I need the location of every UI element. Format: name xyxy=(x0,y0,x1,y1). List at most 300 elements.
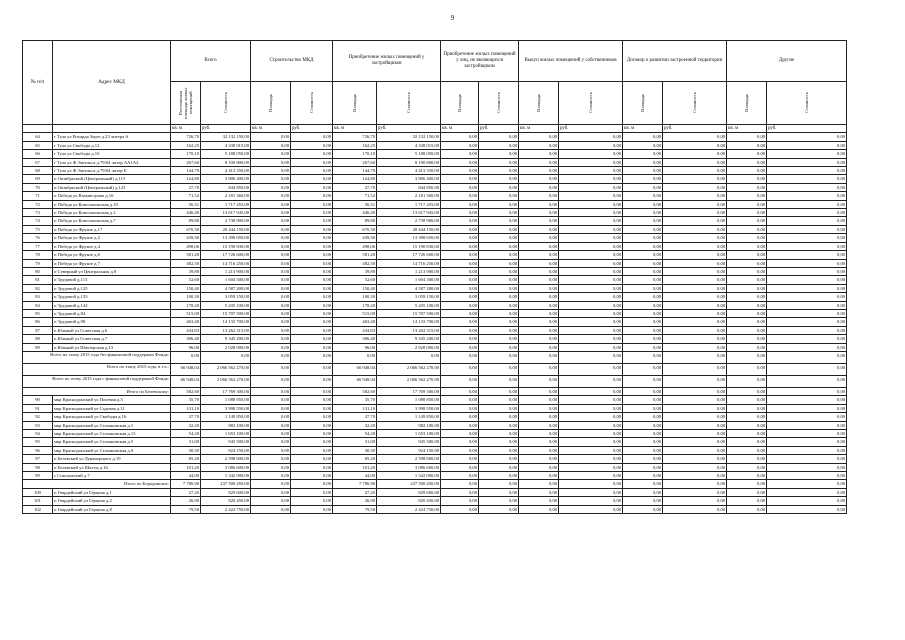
construction-cost: 0,00 xyxy=(291,175,333,183)
buyout-cost: 0,00 xyxy=(559,141,623,149)
developer-area: 0,00 xyxy=(333,351,377,363)
other-cost: 0,00 xyxy=(767,472,847,480)
summary-row-with-support xyxy=(23,375,847,387)
table-row xyxy=(23,455,847,463)
buyout-area: 0,00 xyxy=(519,326,559,334)
row-number: 93 xyxy=(23,421,53,429)
group-header-other: Другие xyxy=(727,41,847,82)
construction-area: 0,00 xyxy=(251,326,291,334)
non-developer-cost: 0,00 xyxy=(479,463,519,471)
row-address: г Тула ул Ф.Энгельса д.79/64 литер АА1А2 xyxy=(53,158,171,166)
non-developer-area: 0,00 xyxy=(441,309,479,317)
zero-cell: 0,00 xyxy=(623,351,663,363)
table-row xyxy=(23,158,847,166)
non-developer-cost: 0,00 xyxy=(479,293,519,301)
construction-area: 0,00 xyxy=(251,396,291,404)
other-area: 0,00 xyxy=(727,488,767,496)
territory-cost: 0,00 xyxy=(663,488,727,496)
territory-cost: 0,00 xyxy=(663,326,727,334)
other-area: 0,00 xyxy=(727,430,767,438)
buyout-area: 0,00 xyxy=(519,267,559,275)
row-number: 65 xyxy=(23,141,53,149)
territory-cost: 0,00 xyxy=(663,225,727,233)
construction-area: 0,00 xyxy=(251,200,291,208)
territory-area: 0,00 xyxy=(623,472,663,480)
developer-cost: 3 806 400,00 xyxy=(377,175,441,183)
buyout-cost: 0,00 xyxy=(559,217,623,225)
total-cost: 1 088 850,00 xyxy=(201,396,251,404)
non-developer-cost: 0,00 xyxy=(479,225,519,233)
non-developer-cost: 0,00 xyxy=(479,421,519,429)
other-area: 0,00 xyxy=(727,183,767,191)
total-area: 434,83 xyxy=(171,326,201,334)
buyout-cost: 0,00 xyxy=(559,488,623,496)
total-cost: 3 086 600,00 xyxy=(201,463,251,471)
total-cost: 1 213 900,00 xyxy=(201,267,251,275)
non-developer-cost: 0,00 xyxy=(479,326,519,334)
row-number: 102 xyxy=(23,505,53,513)
buyout-area: 0,00 xyxy=(519,183,559,191)
other-cost: 0,00 xyxy=(767,446,847,454)
territory-area: 0,00 xyxy=(623,497,663,505)
territory-cost: 0,00 xyxy=(663,293,727,301)
other-area: 0,00 xyxy=(727,404,767,412)
table-row xyxy=(23,284,847,292)
non-developer-area: 0,00 xyxy=(441,259,479,267)
construction-cost: 0,00 xyxy=(291,141,333,149)
developer-cost: 3 059 150,00 xyxy=(377,293,441,301)
buyout-area: 0,00 xyxy=(519,133,559,141)
other-area: 0,00 xyxy=(727,175,767,183)
table-row xyxy=(23,217,847,225)
buyout-area: 0,00 xyxy=(519,225,559,233)
developer-area: 35,70 xyxy=(333,396,377,404)
non-developer-area: 0,00 xyxy=(441,225,479,233)
territory-area: 0,00 xyxy=(623,421,663,429)
non-developer-area: 0,00 xyxy=(441,301,479,309)
non-developer-cost: 0,00 xyxy=(479,234,519,242)
territory-area: 0,00 xyxy=(623,175,663,183)
row-address: п Трудовой д.98 xyxy=(53,318,171,326)
total-area: 439,30 xyxy=(171,234,201,242)
total-area: 101,20 xyxy=(171,463,201,471)
construction-cost: 0,00 xyxy=(291,463,333,471)
non-developer-cost: 0,00 xyxy=(479,259,519,267)
total-cost: 3 998 550,00 xyxy=(201,404,251,412)
developer-area: 30,30 xyxy=(333,446,377,454)
territory-cost: 0,00 xyxy=(663,183,727,191)
buyout-cost: 0,00 xyxy=(559,192,623,200)
other-area: 0,00 xyxy=(727,505,767,513)
construction-area: 0,00 xyxy=(251,343,291,351)
buyout-cost: 0,00 xyxy=(559,251,623,259)
territory-area: 0,00 xyxy=(623,225,663,233)
developer-cost: 8 100 800,00 xyxy=(377,158,441,166)
total-area: 79,50 xyxy=(171,505,201,513)
total-cost: 844 850,00 xyxy=(201,183,251,191)
developer-cost: 9 345 200,00 xyxy=(377,335,441,343)
developer-cost: 844 850,00 xyxy=(377,183,441,191)
developer-area: 150,40 xyxy=(333,284,377,292)
row-address: п Победа ул Фрунзе д.17 xyxy=(53,225,171,233)
non-developer-area: 0,00 xyxy=(441,404,479,412)
territory-cost: 0,00 xyxy=(663,234,727,242)
non-developer-cost: 0,00 xyxy=(479,413,519,421)
buyout-area: 0,00 xyxy=(519,343,559,351)
table-row xyxy=(23,430,847,438)
total-cost: 15 707 500,00 xyxy=(201,309,251,317)
developer-cost: 4 587 200,00 xyxy=(377,284,441,292)
other-area: 0,00 xyxy=(727,421,767,429)
buyout-area: 0,00 xyxy=(519,234,559,242)
table-row xyxy=(23,251,847,259)
other-cost: 0,00 xyxy=(767,158,847,166)
row-number: 101 xyxy=(23,497,53,505)
developer-area: 89,80 xyxy=(333,217,377,225)
unit-cell: руб. xyxy=(201,125,251,133)
developer-area: 178,20 xyxy=(333,301,377,309)
developer-cost: 15 707 500,00 xyxy=(377,309,441,317)
territory-area: 0,00 xyxy=(623,209,663,217)
table-row xyxy=(23,335,847,343)
non-developer-cost: 0,00 xyxy=(479,438,519,446)
group-header-total: Всего xyxy=(171,41,251,82)
summary-label: Итого по Бородинское: xyxy=(23,480,171,488)
row-address: мкр Краснодонский ул Стахановская д.9 xyxy=(53,446,171,454)
zero-cell: 0,00 xyxy=(519,480,559,488)
territory-cost: 0,00 xyxy=(663,421,727,429)
buyout-cost: 0,00 xyxy=(559,200,623,208)
non-developer-cost: 0,00 xyxy=(479,505,519,513)
zero-cell: 0,00 xyxy=(663,363,727,375)
total-area: 162,25 xyxy=(171,141,201,149)
non-developer-area: 0,00 xyxy=(441,488,479,496)
zero-cell: 0,00 xyxy=(519,363,559,375)
territory-cost: 0,00 xyxy=(663,217,727,225)
construction-cost: 0,00 xyxy=(291,309,333,317)
table-row xyxy=(23,133,847,141)
developer-cost: 982 100,00 xyxy=(377,421,441,429)
non-developer-area: 0,00 xyxy=(441,141,479,149)
other-cost: 0,00 xyxy=(767,251,847,259)
table-row xyxy=(23,446,847,454)
developer-area: 439,30 xyxy=(333,234,377,242)
non-developer-area: 0,00 xyxy=(441,421,479,429)
row-address: п Победа ул Комсомольская д.10 xyxy=(53,200,171,208)
total-area: 52,60 xyxy=(171,276,201,284)
subheader-cost: Стоимость xyxy=(767,82,847,125)
table-row xyxy=(23,209,847,217)
other-cost: 0,00 xyxy=(767,505,847,513)
other-cost: 0,00 xyxy=(767,259,847,267)
unit-cell: руб. xyxy=(663,125,727,133)
other-area: 0,00 xyxy=(727,343,767,351)
other-area: 0,00 xyxy=(727,326,767,334)
other-area: 0,00 xyxy=(727,167,767,175)
other-area: 0,00 xyxy=(727,413,767,421)
construction-area: 0,00 xyxy=(251,167,291,175)
zero-cell: 0,00 xyxy=(441,387,479,395)
buyout-area: 0,00 xyxy=(519,158,559,166)
total-area: 582,60 xyxy=(171,387,201,395)
page-number: 9 xyxy=(450,14,455,22)
total-area: 178,20 xyxy=(171,301,201,309)
total-area: 306,40 xyxy=(171,335,201,343)
developer-cost: 13 398 650,00 xyxy=(377,234,441,242)
zero-cell: 0,00 xyxy=(663,480,727,488)
territory-area: 0,00 xyxy=(623,404,663,412)
subheader-total-area: Расселяемая площадь жилых помещений xyxy=(171,82,201,125)
construction-cost: 0,00 xyxy=(291,293,333,301)
buyout-area: 0,00 xyxy=(519,446,559,454)
territory-area: 0,00 xyxy=(623,413,663,421)
row-number: 84 xyxy=(23,301,53,309)
buyout-cost: 0,00 xyxy=(559,438,623,446)
buyout-cost: 0,00 xyxy=(559,404,623,412)
total-area: 54,20 xyxy=(171,430,201,438)
developer-area: 267,60 xyxy=(333,158,377,166)
territory-cost: 0,00 xyxy=(663,505,727,513)
zero-cell: 0,00 xyxy=(663,351,727,363)
total-cost: 17 726 600,00 xyxy=(201,251,251,259)
row-number: 73 xyxy=(23,209,53,217)
total-cost: 3 806 400,00 xyxy=(201,175,251,183)
territory-area: 0,00 xyxy=(623,455,663,463)
table-row xyxy=(23,150,847,158)
other-area: 0,00 xyxy=(727,284,767,292)
construction-cost: 0,00 xyxy=(291,480,333,488)
territory-cost: 0,00 xyxy=(663,141,727,149)
developer-area: 66 948,04 xyxy=(333,363,377,375)
developer-area: 66 948,04 xyxy=(333,375,377,387)
other-cost: 0,00 xyxy=(767,200,847,208)
buyout-area: 0,00 xyxy=(519,505,559,513)
construction-area: 0,00 xyxy=(251,351,291,363)
row-number: 92 xyxy=(23,413,53,421)
subheader-cost: Стоимость xyxy=(201,82,251,125)
non-developer-cost: 0,00 xyxy=(479,183,519,191)
buyout-cost: 0,00 xyxy=(559,267,623,275)
total-cost: 13 262 315,00 xyxy=(201,326,251,334)
zero-cell: 0,00 xyxy=(519,387,559,395)
row-address: п Октябрьский (Центральный) д.123 xyxy=(53,183,171,191)
developer-cost: 2 066 562 270,00 xyxy=(377,375,441,387)
zero-cell: 0,00 xyxy=(623,387,663,395)
construction-cost: 0,00 xyxy=(291,488,333,496)
non-developer-area: 0,00 xyxy=(441,217,479,225)
row-address: п Победа ул Фрунзе д.2 xyxy=(53,234,171,242)
total-area: 30,30 xyxy=(171,446,201,454)
developer-cost: 2 066 562 270,00 xyxy=(377,363,441,375)
developer-cost: 15 190 830,00 xyxy=(377,242,441,250)
territory-area: 0,00 xyxy=(623,133,663,141)
total-area: 446,49 xyxy=(171,209,201,217)
table-row xyxy=(23,259,847,267)
construction-area: 0,00 xyxy=(251,413,291,421)
row-address: мкр Краснодонский ул Полевая д.3 xyxy=(53,396,171,404)
row-address: п Победа ул Комсомольская д.2 xyxy=(53,209,171,217)
construction-cost: 0,00 xyxy=(291,259,333,267)
buyout-area: 0,00 xyxy=(519,284,559,292)
other-cost: 0,00 xyxy=(767,318,847,326)
construction-area: 0,00 xyxy=(251,438,291,446)
zero-cell: 0,00 xyxy=(441,375,479,387)
construction-area: 0,00 xyxy=(251,267,291,275)
developer-area: 101,20 xyxy=(333,463,377,471)
buyout-area: 0,00 xyxy=(519,192,559,200)
buyout-cost: 0,00 xyxy=(559,158,623,166)
construction-cost: 0,00 xyxy=(291,505,333,513)
construction-cost: 0,00 xyxy=(291,318,333,326)
other-cost: 0,00 xyxy=(767,175,847,183)
territory-area: 0,00 xyxy=(623,430,663,438)
buyout-cost: 0,00 xyxy=(559,396,623,404)
total-area: 498,06 xyxy=(171,242,201,250)
row-address: мкр Краснодонский ул Свободы д.16 xyxy=(53,413,171,421)
unit-cell: руб. xyxy=(767,125,847,133)
total-area: 170,10 xyxy=(171,150,201,158)
construction-cost: 0,00 xyxy=(291,326,333,334)
total-area: 670,30 xyxy=(171,225,201,233)
construction-area: 0,00 xyxy=(251,158,291,166)
other-cost: 0,00 xyxy=(767,267,847,275)
row-address: мкр Краснодонский ул Садовая д.11 xyxy=(53,404,171,412)
non-developer-area: 0,00 xyxy=(441,234,479,242)
construction-cost: 0,00 xyxy=(291,167,333,175)
unit-cell: руб. xyxy=(479,125,519,133)
construction-area: 0,00 xyxy=(251,141,291,149)
total-area: 66 948,04 xyxy=(171,363,201,375)
non-developer-cost: 0,00 xyxy=(479,335,519,343)
non-developer-cost: 0,00 xyxy=(479,430,519,438)
non-developer-cost: 0,00 xyxy=(479,150,519,158)
summary-row-borodinskoe xyxy=(23,480,847,488)
territory-cost: 0,00 xyxy=(663,150,727,158)
territory-area: 0,00 xyxy=(623,183,663,191)
row-number: 72 xyxy=(23,200,53,208)
other-area: 0,00 xyxy=(727,335,767,343)
developer-area: 79,50 xyxy=(333,505,377,513)
buyout-area: 0,00 xyxy=(519,430,559,438)
construction-area: 0,00 xyxy=(251,318,291,326)
developer-area: 124,80 xyxy=(333,175,377,183)
total-area: 35,70 xyxy=(171,396,201,404)
developer-area: 482,50 xyxy=(333,259,377,267)
non-developer-cost: 0,00 xyxy=(479,284,519,292)
other-area: 0,00 xyxy=(727,497,767,505)
buyout-cost: 0,00 xyxy=(559,343,623,351)
developer-cost: 1 717 455,00 xyxy=(377,200,441,208)
territory-cost: 0,00 xyxy=(663,463,727,471)
total-area: 726,70 xyxy=(171,133,201,141)
buyout-area: 0,00 xyxy=(519,301,559,309)
territory-area: 0,00 xyxy=(623,446,663,454)
construction-cost: 0,00 xyxy=(291,430,333,438)
other-area: 0,00 xyxy=(727,192,767,200)
row-number: 66 xyxy=(23,150,53,158)
non-developer-area: 0,00 xyxy=(441,413,479,421)
non-developer-area: 0,00 xyxy=(441,242,479,250)
construction-area: 0,00 xyxy=(251,301,291,309)
developer-area: 39,80 xyxy=(333,267,377,275)
table-row xyxy=(23,234,847,242)
zero-cell: 0,00 xyxy=(559,363,623,375)
construction-area: 0,00 xyxy=(251,150,291,158)
construction-cost: 0,00 xyxy=(291,351,333,363)
non-developer-area: 0,00 xyxy=(441,150,479,158)
developer-cost: 13 617 945,00 xyxy=(377,209,441,217)
total-cost: 1 604 300,00 xyxy=(201,276,251,284)
total-cost: 1 717 455,00 xyxy=(201,200,251,208)
non-developer-area: 0,00 xyxy=(441,167,479,175)
other-cost: 0,00 xyxy=(767,396,847,404)
row-number: 85 xyxy=(23,309,53,317)
developer-area: 515,00 xyxy=(333,309,377,317)
total-cost: 945 500,00 xyxy=(201,438,251,446)
other-area: 0,00 xyxy=(727,259,767,267)
construction-cost: 0,00 xyxy=(291,276,333,284)
construction-cost: 0,00 xyxy=(291,225,333,233)
territory-cost: 0,00 xyxy=(663,267,727,275)
table-row xyxy=(23,293,847,301)
zero-cell: 0,00 xyxy=(479,480,519,488)
non-developer-cost: 0,00 xyxy=(479,267,519,275)
buyout-area: 0,00 xyxy=(519,335,559,343)
row-number: 87 xyxy=(23,326,53,334)
territory-cost: 0,00 xyxy=(663,284,727,292)
territory-area: 0,00 xyxy=(623,284,663,292)
developer-cost: 17 769 300,00 xyxy=(377,387,441,395)
non-developer-cost: 0,00 xyxy=(479,455,519,463)
construction-cost: 0,00 xyxy=(291,267,333,275)
other-cost: 0,00 xyxy=(767,463,847,471)
other-area: 0,00 xyxy=(727,396,767,404)
developer-area: 85,20 xyxy=(333,455,377,463)
construction-area: 0,00 xyxy=(251,375,291,387)
table-row xyxy=(23,309,847,317)
col-num-header: № п/п xyxy=(23,41,53,125)
total-cost: 4 338 015,00 xyxy=(201,141,251,149)
unit-cell: кв. м xyxy=(441,125,479,133)
buyout-area: 0,00 xyxy=(519,438,559,446)
total-cost: 8 100 800,00 xyxy=(201,158,251,166)
unit-cell: кв. м xyxy=(333,125,377,133)
row-address: г Тула ул Свободы д.12 xyxy=(53,141,171,149)
zero-cell: 0,00 xyxy=(767,351,847,363)
construction-area: 0,00 xyxy=(251,455,291,463)
zero-cell: 0,00 xyxy=(441,351,479,363)
buyout-cost: 0,00 xyxy=(559,276,623,284)
buyout-area: 0,00 xyxy=(519,217,559,225)
non-developer-area: 0,00 xyxy=(441,267,479,275)
table-row xyxy=(23,242,847,250)
subheader-area: Площадь xyxy=(441,82,479,125)
buyout-cost: 0,00 xyxy=(559,234,623,242)
zero-cell: 0,00 xyxy=(479,387,519,395)
row-address: п Трудовой д.142 xyxy=(53,301,171,309)
construction-cost: 0,00 xyxy=(291,396,333,404)
developer-area: 306,40 xyxy=(333,335,377,343)
other-area: 0,00 xyxy=(727,472,767,480)
territory-cost: 0,00 xyxy=(663,455,727,463)
construction-area: 0,00 xyxy=(251,309,291,317)
territory-cost: 0,00 xyxy=(663,167,727,175)
total-area: 71,52 xyxy=(171,192,201,200)
developer-area: 144,70 xyxy=(333,167,377,175)
zero-cell: 0,00 xyxy=(479,351,519,363)
territory-cost: 0,00 xyxy=(663,318,727,326)
unit-cell: кв. м xyxy=(171,125,201,133)
